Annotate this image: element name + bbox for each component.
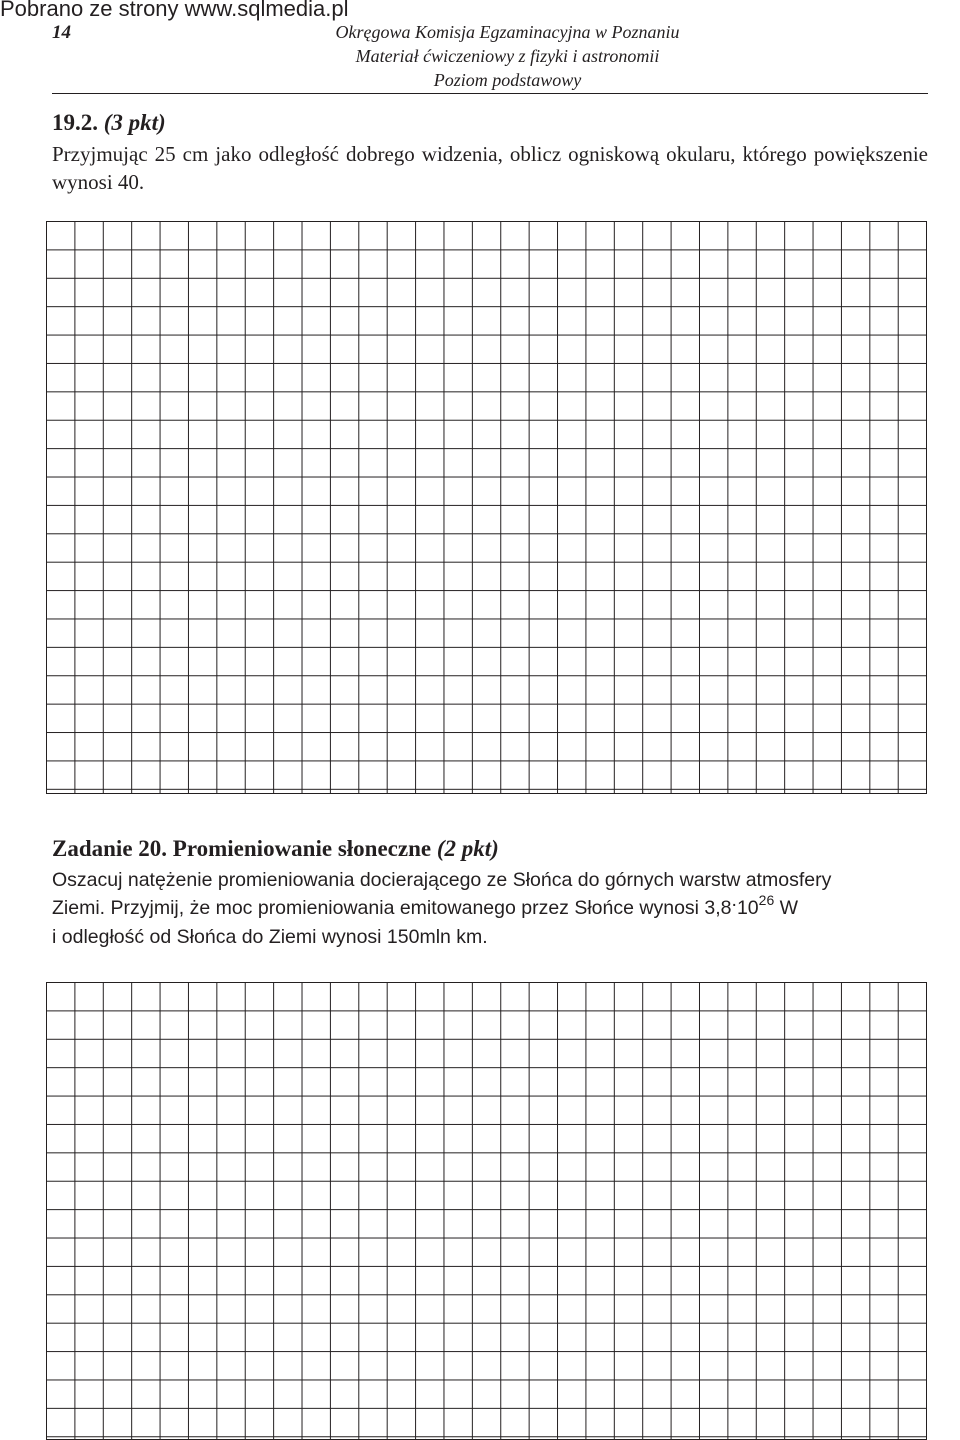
- task-20-heading: [52, 836, 499, 862]
- task-20-text: [52, 866, 928, 951]
- task-20-line-2: [52, 889, 928, 923]
- task-20-title: Promieniowanie słoneczne: [172, 836, 432, 861]
- answer-grid-task-19-2[interactable]: [46, 221, 927, 794]
- answer-grid-task-20[interactable]: [46, 982, 927, 1440]
- task-20-line-1: Oszacuj natężenie promieniowania docierającego ze Słońca do górnych warstw atmosfery: [52, 869, 832, 891]
- power-exponent: 26: [758, 892, 775, 908]
- task-20-points: (2 pkt): [436, 836, 499, 861]
- header-level: Poziom podstawowy: [433, 70, 582, 90]
- task-20-line-3: i odległość od Słońca do Ziemi wynosi 150mln km.: [52, 926, 488, 948]
- header-divider: [52, 93, 928, 94]
- task-19-2-text: Przyjmując 25 cm jako odległość dobrego widzenia, oblicz ogniskową okularu, którego powiększenie wynosi 40.: [52, 142, 928, 194]
- task-19-2-heading: [52, 110, 166, 136]
- multiplication-dot: .: [731, 889, 737, 911]
- task-19-2-number: 19.2.: [52, 110, 98, 135]
- task-20-label: Zadanie 20.: [52, 836, 168, 861]
- header-material: Materiał ćwiczeniowy z fizyki i astronomii: [355, 46, 660, 66]
- header-institution: Okręgowa Komisja Egzaminacyjna w Poznaniu: [335, 22, 680, 42]
- source-watermark: Pobrano ze strony www.sqlmedia.pl: [0, 0, 349, 21]
- power-unit: W: [774, 897, 799, 919]
- task-20-line-2-text: Ziemi. Przyjmij, że moc promieniowania emitowanego przez Słońce wynosi 3,8: [52, 897, 732, 919]
- page-number: 14: [52, 22, 71, 43]
- page-header: [240, 20, 775, 92]
- power-base: 10: [736, 897, 759, 919]
- task-19-2-points: (3 pkt): [103, 110, 166, 135]
